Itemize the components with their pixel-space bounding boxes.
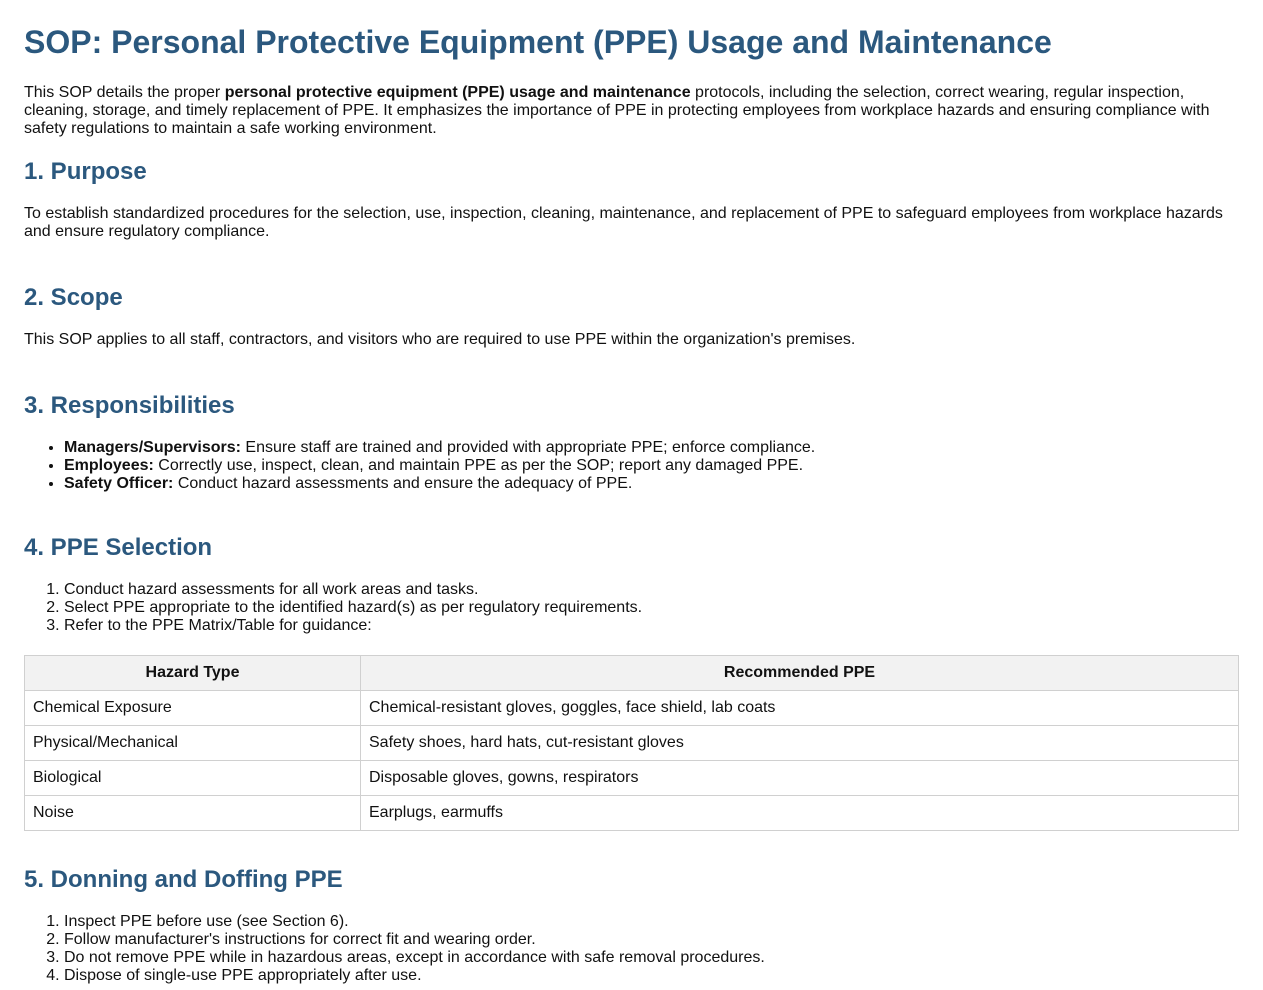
selection-heading: 4. PPE Selection <box>24 534 213 561</box>
ppe-matrix-table <box>24 655 1239 831</box>
intro-text-start: This SOP details the proper <box>24 84 225 101</box>
intro-text-bold: personal protective equipment (PPE) usage and maintenance <box>224 84 691 101</box>
list-item: 4. Dispose of single-use PPE appropriately after use. <box>64 967 1239 985</box>
hazard-type-cell: Chemical Exposure <box>25 691 361 726</box>
scope-heading: 2. Scope <box>24 284 123 311</box>
purpose-text: To establish standardized procedures for the selection, use, inspection, cleaning, maintenance, and replacement of PPE to safeguard employees from workplace hazards and ensure regulatory compliance. <box>24 205 1223 240</box>
hazard-type-cell: Physical/Mechanical <box>25 726 361 761</box>
list-item <box>64 457 1239 475</box>
recommended-ppe-cell: Earplugs, earmuffs <box>361 796 1239 831</box>
list-item: 1. Conduct hazard assessments for all work areas and tasks. <box>64 581 1239 599</box>
role-label: Managers/Supervisors: <box>64 439 241 456</box>
page-title: SOP: Personal Protective Equipment (PPE) Usage and Maintenance <box>24 24 1052 60</box>
column-header-recommended-ppe: Recommended PPE <box>361 656 1239 691</box>
role-label: Employees: <box>64 457 154 474</box>
table-row <box>25 726 1239 761</box>
list-item <box>64 439 1239 457</box>
list-item: 3. Refer to the PPE Matrix/Table for guidance: <box>64 617 1239 635</box>
selection-steps <box>24 581 1239 635</box>
table-row <box>25 796 1239 831</box>
list-item: 2. Follow manufacturer's instructions for correct fit and wearing order. <box>64 931 1239 949</box>
role-description: Correctly use, inspect, clean, and maintain PPE as per the SOP; report any damaged PPE. <box>153 457 804 474</box>
recommended-ppe-cell: Safety shoes, hard hats, cut-resistant gloves <box>361 726 1239 761</box>
role-description: Ensure staff are trained and provided with appropriate PPE; enforce compliance. <box>240 439 816 456</box>
hazard-type-cell: Noise <box>25 796 361 831</box>
list-item: 1. Inspect PPE before use (see Section 6). <box>64 913 1239 931</box>
donning-heading: 5. Donning and Doffing PPE <box>24 866 343 893</box>
list-item: 2. Select PPE appropriate to the identified hazard(s) as per regulatory requirements. <box>64 599 1239 617</box>
role-description: Conduct hazard assessments and ensure the adequacy of PPE. <box>173 475 633 492</box>
recommended-ppe-cell: Chemical-resistant gloves, goggles, face shield, lab coats <box>361 691 1239 726</box>
role-label: Safety Officer: <box>64 475 174 492</box>
intro-text-end: protocols, including the selection, correct wearing, regular inspection, cleaning, storage, and timely replacement of PPE. It emphasizes the importance of PPE in protecting employees from workplace hazards and ensuring compliance with safety regulations to maintain a safe working environment. <box>24 84 1210 137</box>
recommended-ppe-cell: Disposable gloves, gowns, respirators <box>361 761 1239 796</box>
list-item <box>64 475 1239 493</box>
purpose-heading: 1. Purpose <box>24 158 147 185</box>
list-item: 3. Do not remove PPE while in hazardous areas, except in accordance with safe removal procedures. <box>64 949 1239 967</box>
hazard-type-cell: Biological <box>25 761 361 796</box>
donning-steps <box>24 913 1239 985</box>
intro-paragraph <box>24 84 1239 138</box>
responsibilities-list <box>24 439 1239 493</box>
table-row <box>25 761 1239 796</box>
responsibilities-heading: 3. Responsibilities <box>24 392 235 419</box>
scope-text: This SOP applies to all staff, contractors, and visitors who are required to use PPE within the organization's premises. <box>24 331 856 348</box>
column-header-hazard-type: Hazard Type <box>25 656 361 691</box>
table-header-row <box>25 656 1239 691</box>
table-row <box>25 691 1239 726</box>
